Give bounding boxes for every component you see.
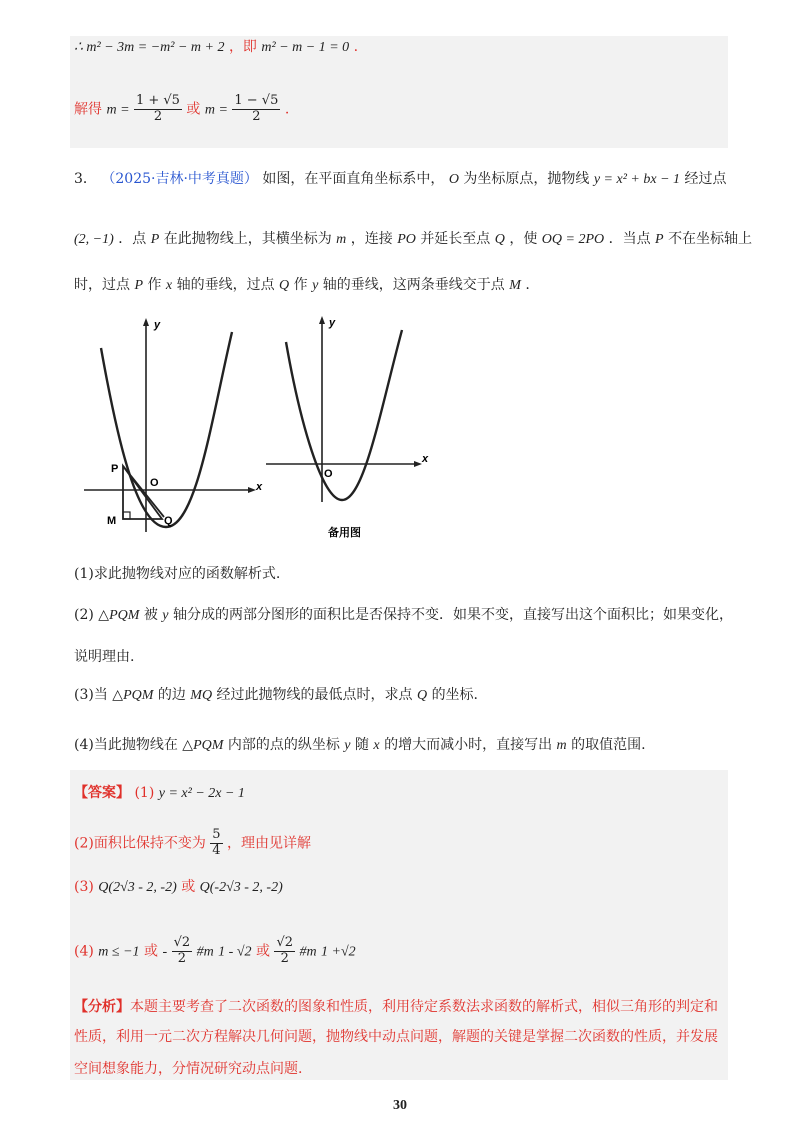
analysis-line-1 (74, 1000, 718, 1014)
parabola-equation: y = x² + bx − 1 (593, 172, 681, 187)
problem-text: 并延长至点 (420, 231, 491, 247)
or-text: 或 (186, 101, 201, 118)
var-o: O (448, 172, 459, 187)
problem-text: . (525, 277, 530, 293)
problem-number: 3． (74, 171, 97, 187)
period: . (284, 101, 290, 118)
analysis-text: 本题主要考查了二次函数的图象和性质，利用待定系数法求函数的解析式，相似三角形的判定和 (130, 999, 718, 1015)
solve-prefix: 解得 (74, 101, 102, 118)
equation-2: m² − m − 1 = 0 (261, 40, 350, 55)
segment-mq: MQ (190, 688, 213, 703)
question-2-line-1 (74, 608, 733, 623)
problem-text: 轴的垂线，这两条垂线交于点 (322, 277, 505, 293)
o-label: O (150, 477, 159, 489)
backup-caption: 备用图 (328, 527, 361, 539)
answer-4-part1: m ≤ −1 (98, 944, 140, 960)
triangle-pqm-label: △PQM (112, 688, 154, 703)
problem-text: ，使 (509, 231, 538, 247)
question-text: 内部的点的纵坐标 (227, 737, 340, 753)
answer-4-fraction-1: $\frac{√2}{2}$ (173, 935, 191, 966)
var-q: Q (416, 688, 428, 703)
answer-4-part2: 1 - √2 (218, 944, 252, 960)
x-label: x (256, 481, 263, 493)
period: . (353, 39, 359, 55)
question-4-prefix: (4)当此抛物线在 (74, 737, 178, 753)
problem-text: 为坐标原点，抛物线 (463, 171, 590, 187)
var-p: P (150, 232, 160, 247)
oq-relation: OQ = 2PO (541, 232, 605, 247)
answer-4-part3: 1 +√2 (321, 944, 356, 960)
question-2-line-2: 说明理由. (74, 649, 135, 665)
answer-4-mid-1: #m (196, 944, 214, 960)
var-y: y (162, 608, 169, 623)
parabola-curve (101, 332, 232, 527)
m1-lhs: m = (106, 102, 130, 118)
problem-text: 作 (293, 277, 308, 293)
answer-4-fraction-2: $\frac{√2}{2}$ (276, 935, 293, 966)
answer-1-expression: y = x² − 2x − 1 (158, 786, 245, 801)
m2-fraction: $\frac{1 - √5}{2}$ (234, 93, 279, 124)
triangle-pqm-label: △PQM (182, 738, 224, 753)
var-q: Q (494, 232, 505, 247)
question-2-prefix: (2) (74, 607, 94, 623)
answer-4-mid-2: #m (299, 944, 317, 960)
answer-3-q2: Q(-2√3 - 2, -2) (199, 880, 283, 895)
question-1: (1)求此抛物线对应的函数解析式. (74, 566, 281, 582)
answer-2-prefix: (2)面积比保持不变为 (74, 835, 206, 852)
m1-fraction: $\frac{1 + √5}{2}$ (135, 93, 180, 124)
var-p: P (134, 278, 144, 293)
answer-2 (74, 828, 311, 859)
answer-label: 【答案】 (74, 785, 130, 801)
segment-po: PO (397, 232, 416, 247)
separator-text: ，即 (228, 39, 257, 55)
var-m: m (556, 738, 567, 753)
o-label: O (324, 468, 333, 480)
problem-text: ，连接 (350, 231, 393, 247)
parabola-curve (286, 330, 402, 500)
y-label: y (154, 319, 161, 331)
answer-1-prefix: (1) (134, 785, 155, 801)
analysis-label: 【分析】 (74, 999, 130, 1015)
page-number: 30 (393, 1098, 407, 1113)
problem-line-2 (74, 232, 752, 247)
question-text: 的增大而减小时，直接写出 (384, 737, 553, 753)
question-3-prefix: (3)当 (74, 687, 108, 703)
figure-main (76, 312, 276, 542)
problem-text: 轴的垂线，过点 (176, 277, 275, 293)
problem-text: 在此抛物线上，其横坐标为 (163, 231, 332, 247)
or-text: 或 (144, 943, 158, 960)
y-axis-arrow (143, 318, 149, 326)
answer-3-q1: Q(2√3 - 2, -2) (98, 880, 177, 895)
problem-text: 如图，在平面直角坐标系中， (262, 171, 445, 187)
triangle-pqm-label: △PQM (98, 608, 140, 623)
question-text: 的边 (157, 687, 186, 703)
equation-1: ∴ m² − 3m = −m² − m + 2 (74, 40, 225, 55)
var-m: m (336, 232, 347, 247)
solution-line-2 (74, 94, 289, 125)
minus-sign: - (162, 944, 168, 960)
question-text: 随 (354, 737, 369, 753)
var-p: P (655, 232, 664, 247)
question-text: 轴分成的两部分图形的面积比是否保持不变．如果不变，直接写出这个面积比；如果变化， (172, 607, 733, 623)
problem-text: ．当点 (608, 231, 651, 247)
q-label: Q (164, 515, 173, 527)
answer-4-prefix: (4) (74, 943, 94, 960)
or-text: 或 (255, 943, 270, 960)
answer-2-suffix: ，理由见详解 (227, 835, 312, 852)
var-y: y (312, 278, 319, 293)
answer-3-prefix: (3) (74, 879, 94, 895)
right-angle-mark (123, 512, 130, 519)
question-4 (74, 738, 646, 753)
var-x: x (373, 738, 380, 753)
m-label: M (107, 515, 117, 527)
y-label: y (329, 317, 336, 329)
point-coordinate: (2, −1) (74, 232, 114, 247)
var-y: y (344, 738, 351, 753)
var-x: x (165, 278, 173, 293)
y-axis-arrow (319, 316, 325, 324)
solution-line-1 (74, 40, 358, 55)
answer-4 (74, 936, 356, 967)
question-text: 经过此抛物线的最低点时，求点 (216, 687, 413, 703)
figure-backup (262, 312, 442, 542)
or-text: 或 (181, 879, 196, 895)
question-3 (74, 688, 478, 703)
p-label: P (111, 463, 119, 475)
question-text: 的取值范围. (571, 737, 646, 753)
problem-text: 作 (147, 277, 162, 293)
m2-lhs: m = (204, 102, 228, 118)
problem-text: ．点 (118, 231, 147, 247)
x-axis-arrow (248, 487, 256, 493)
problem-line-1 (74, 172, 726, 187)
var-m-point: M (509, 278, 521, 293)
var-q: Q (279, 278, 290, 293)
question-text: 被 (143, 607, 158, 623)
problem-text: 时，过点 (74, 277, 130, 293)
question-text: 的坐标. (431, 687, 479, 703)
problem-text: 不在坐标轴上 (668, 231, 753, 247)
problem-source: （2025·吉林·中考真题） (101, 171, 258, 187)
x-label: x (422, 453, 429, 465)
analysis-line-2: 性质，利用一元二次方程解决几何问题，抛物线中动点问题，解题的关键是掌握二次函数的性质，并发展 (74, 1029, 718, 1045)
answer-1 (74, 786, 245, 801)
x-axis-arrow (414, 461, 422, 467)
problem-text: 经过点 (684, 171, 727, 187)
analysis-line-3: 空间想象能力，分情况研究动点问题. (74, 1061, 303, 1077)
answer-3 (74, 880, 283, 895)
problem-line-3 (74, 278, 530, 293)
answer-2-fraction: $\frac{5}{4}$ (212, 827, 221, 858)
